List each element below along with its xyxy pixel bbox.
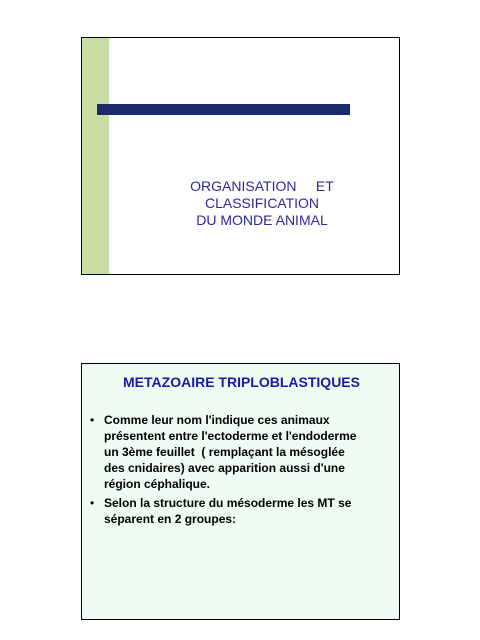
slide-title-line: CLASSIFICATION <box>204 195 320 211</box>
bullet-item <box>90 495 395 527</box>
slide-heading: METAZOAIRE TRIPLOBLASTIQUES <box>123 374 360 390</box>
bullet-line: région céphalique. <box>104 477 211 491</box>
bullet-line: un 3ème feuillet ( remplaçant la mésoglée <box>104 445 345 459</box>
bullet-item <box>90 412 395 492</box>
bullet-symbol: • <box>90 496 95 510</box>
slide-title <box>142 178 382 229</box>
slide-title-line: ORGANISATION ET <box>190 178 334 194</box>
bullet-list <box>90 412 395 530</box>
content-slide <box>81 363 400 620</box>
bullet-line: Comme leur nom l'indique ces animaux <box>104 413 330 427</box>
bullet-line: séparent en 2 groupes: <box>104 512 237 526</box>
bullet-symbol: • <box>90 413 95 427</box>
bullet-line: des cnidaires) avec apparition aussi d'une <box>104 461 345 475</box>
slide-title-line: DU MONDE ANIMAL <box>196 212 328 228</box>
green-accent-bar <box>82 38 109 275</box>
bullet-line: présentent entre l'ectoderme et l'endoderme <box>104 429 357 443</box>
title-slide <box>81 37 400 275</box>
navy-accent-bar <box>97 104 350 115</box>
bullet-line: Selon la structure du mésoderme les MT se <box>104 496 352 510</box>
